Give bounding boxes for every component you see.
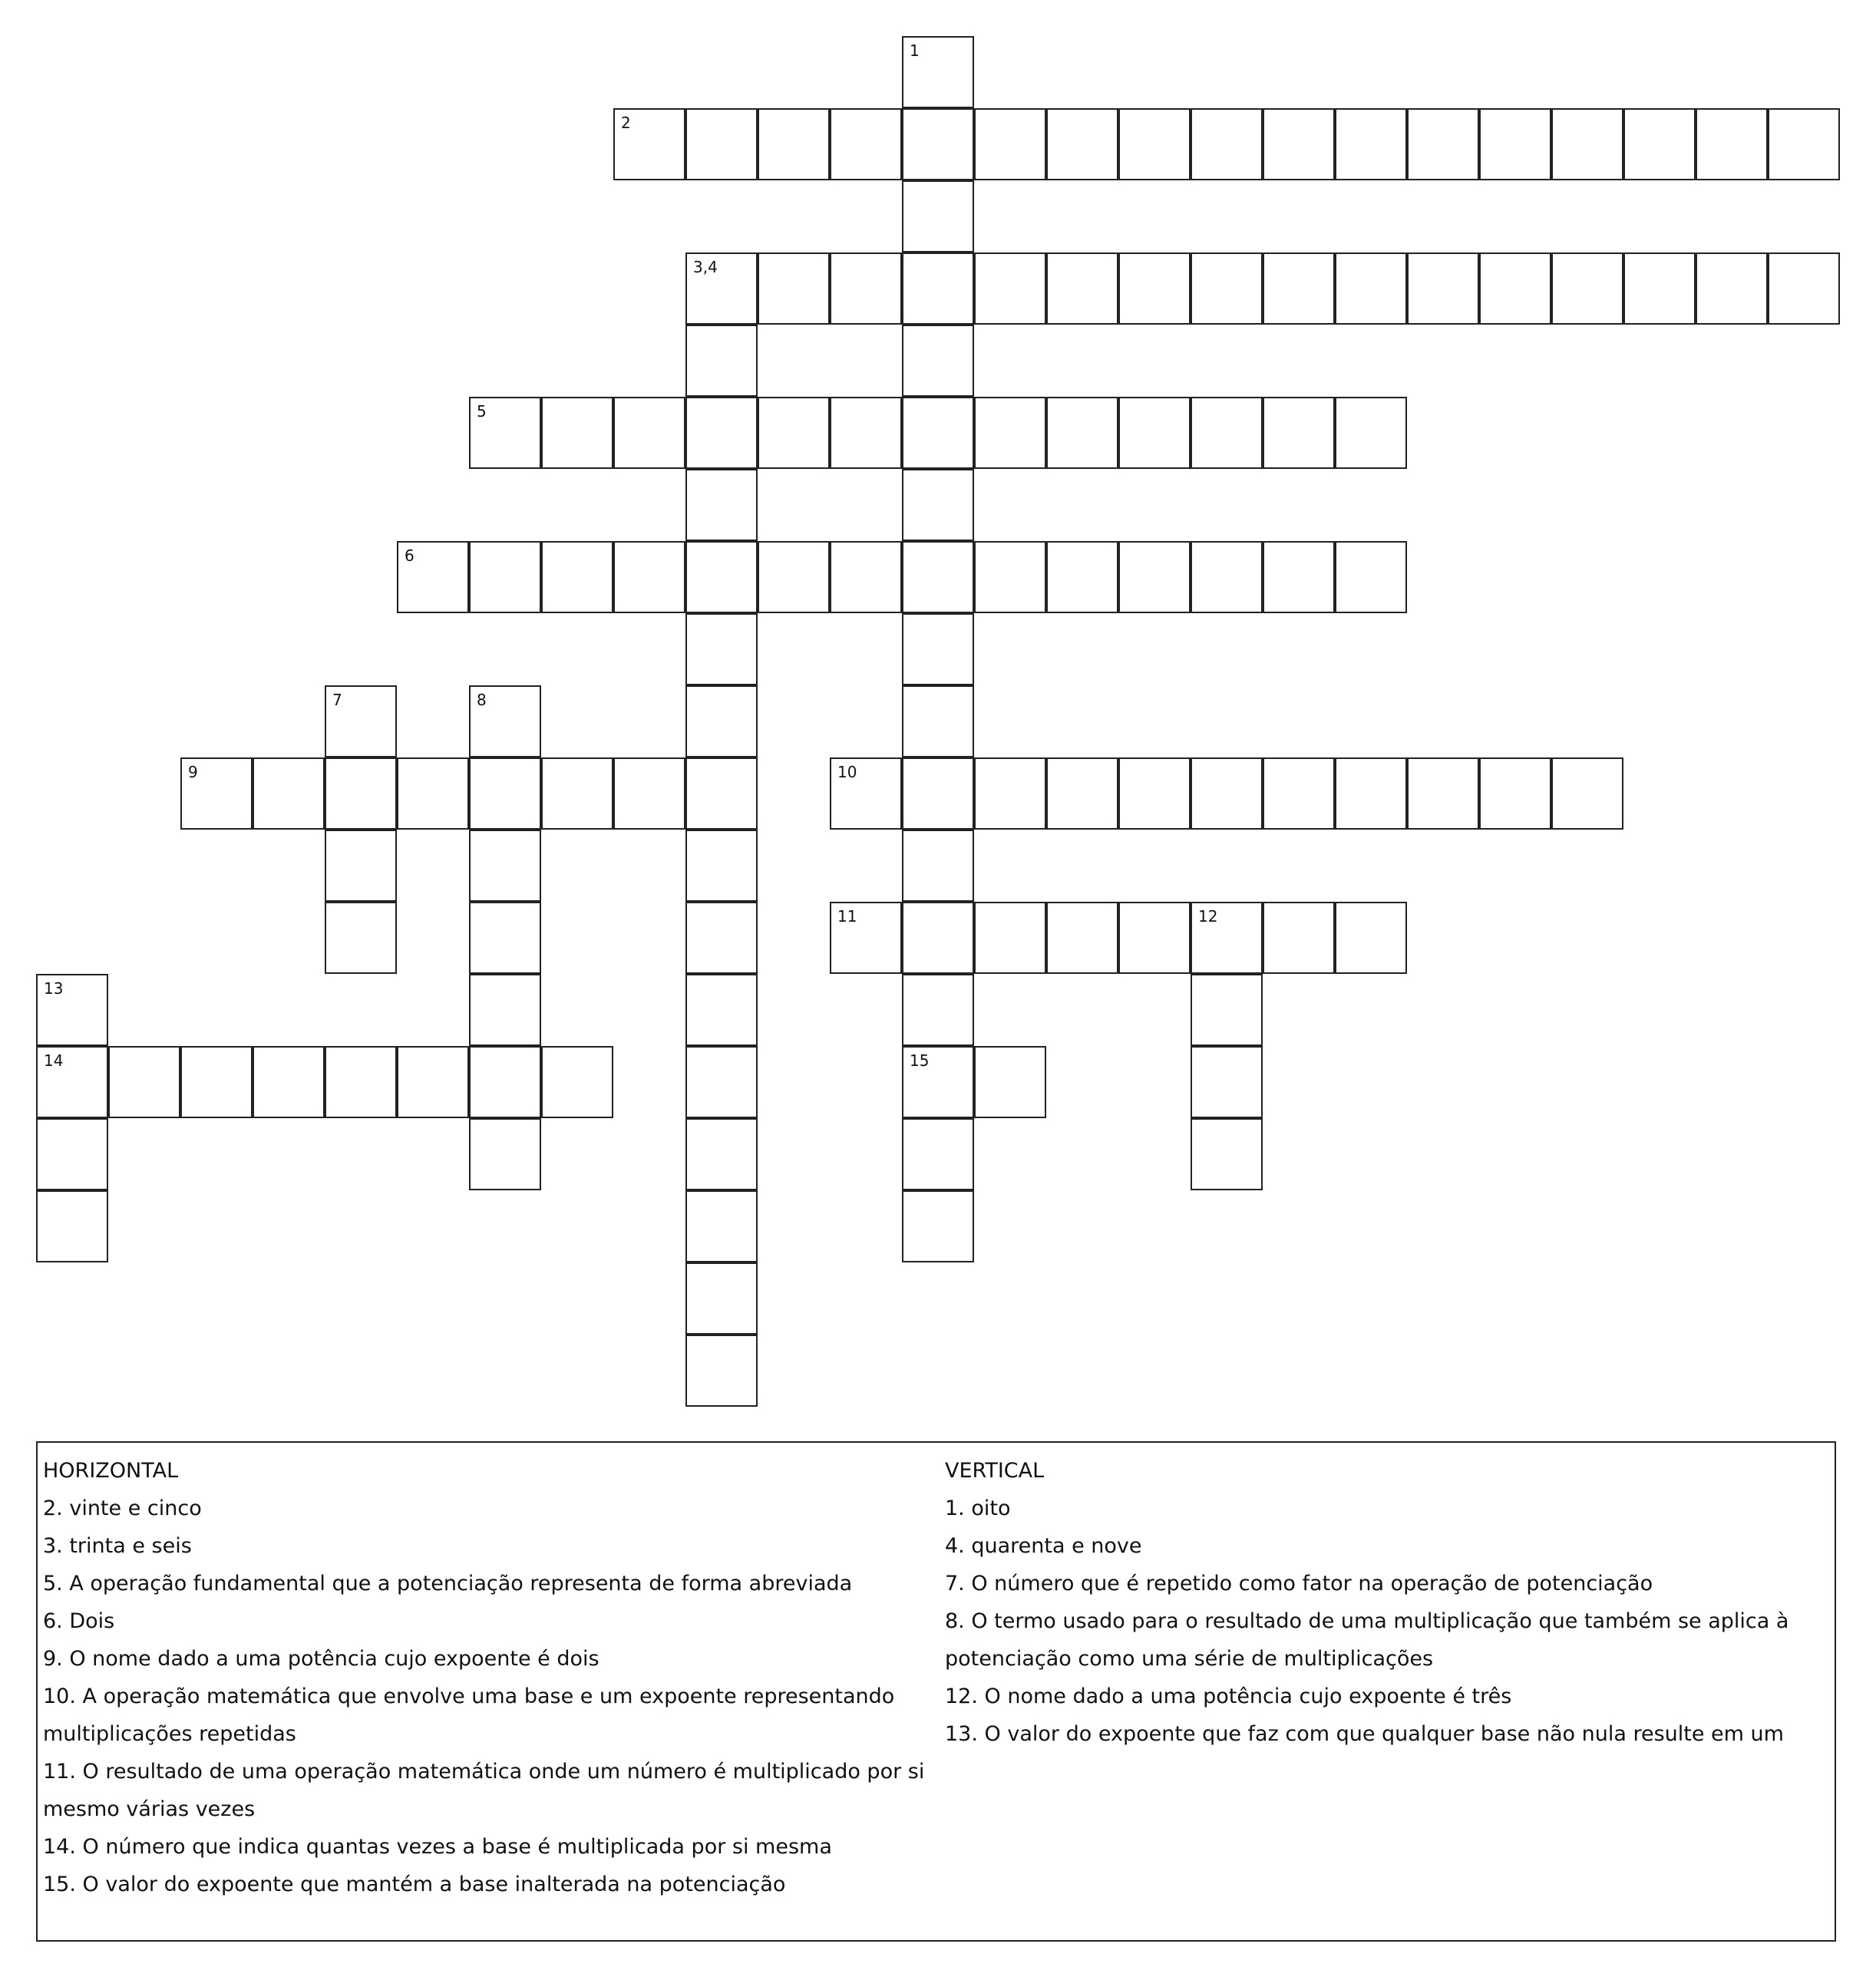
crossword-cell[interactable] [1263,397,1335,469]
crossword-cell[interactable] [974,252,1046,325]
crossword-cell[interactable] [1768,108,1840,180]
clue-number: 2 [621,114,631,132]
crossword-cell[interactable] [613,397,685,469]
clue-number: 15 [910,1051,930,1070]
crossword-cell[interactable] [685,1046,758,1118]
crossword-cell[interactable] [469,397,541,469]
crossword-cell[interactable] [758,397,830,469]
crossword-cell[interactable] [830,108,902,180]
crossword-cell[interactable] [1191,974,1263,1046]
crossword-cell[interactable] [685,541,758,613]
crossword-cell[interactable] [1191,902,1263,974]
crossword-cell[interactable] [397,1046,469,1118]
clue-number: 12 [1198,907,1218,926]
horizontal-clue: 15. O valor do expoente que mantém a base inalterada na potenciação [43,1873,786,1896]
crossword-cell[interactable] [1551,108,1623,180]
crossword-cell[interactable] [902,974,974,1046]
vertical-clue: 8. O termo usado para o resultado de uma multiplicação que também se aplica à potenciação como uma série de multiplicações [945,1609,1789,1671]
crossword-cell[interactable] [902,397,974,469]
horizontal-clue: 6. Dois [43,1609,115,1633]
horizontal-clue: 14. O número que indica quantas vezes a base é multiplicada por si mesma [43,1835,832,1859]
crossword-cell[interactable] [685,108,758,180]
crossword-cell[interactable] [1263,757,1335,830]
crossword-cell[interactable] [1191,108,1263,180]
crossword-cell[interactable] [541,1046,613,1118]
vertical-clue: 1. oito [945,1497,1011,1520]
crossword-cell[interactable] [685,830,758,902]
crossword-cell[interactable] [1696,108,1768,180]
crossword-cell[interactable] [830,902,902,974]
horizontal-heading: HORIZONTAL [43,1459,179,1483]
crossword-cell[interactable] [253,757,325,830]
crossword-cell[interactable] [902,830,974,902]
crossword-cell[interactable] [469,974,541,1046]
crossword-cell[interactable] [758,541,830,613]
crossword-cell[interactable] [830,397,902,469]
crossword-cell[interactable] [685,685,758,757]
crossword-cell[interactable] [1118,541,1191,613]
crossword-cell[interactable] [469,1118,541,1190]
crossword-cell[interactable] [902,180,974,252]
crossword-cell[interactable] [1623,108,1696,180]
crossword-cell[interactable] [1263,108,1335,180]
crossword-cell[interactable] [1335,397,1407,469]
crossword-cell[interactable] [36,974,108,1046]
crossword-cell[interactable] [902,613,974,685]
crossword-cell[interactable] [685,1262,758,1335]
crossword-cell[interactable] [1623,252,1696,325]
vertical-clues-column [945,1452,1828,1753]
crossword-cell[interactable] [1479,757,1551,830]
crossword-cell[interactable] [1263,541,1335,613]
horizontal-clue: 11. O resultado de uma operação matemática onde um número é multiplicado por si mesmo várias vezes [43,1760,925,1821]
crossword-cell[interactable] [1551,252,1623,325]
crossword-cell[interactable] [1407,757,1479,830]
clue-number: 3,4 [693,258,718,276]
crossword-cell[interactable] [36,1118,108,1190]
crossword-cell[interactable] [613,541,685,613]
crossword-cell[interactable] [685,325,758,397]
horizontal-clue: 3. trinta e seis [43,1534,192,1558]
crossword-cell[interactable] [325,1046,397,1118]
crossword-cell[interactable] [36,1190,108,1262]
clue-number: 1 [910,41,920,60]
clue-number: 10 [837,763,857,781]
crossword-cell[interactable] [325,685,397,757]
crossword-cell[interactable] [1046,252,1118,325]
crossword-cell[interactable] [974,108,1046,180]
crossword-cell[interactable] [685,469,758,541]
crossword-cell[interactable] [974,902,1046,974]
clue-number: 6 [405,546,415,565]
crossword-cell[interactable] [685,974,758,1046]
clue-number: 8 [477,691,487,709]
crossword-cell[interactable] [974,1046,1046,1118]
crossword-cell[interactable] [1118,108,1191,180]
crossword-cell[interactable] [108,1046,180,1118]
crossword-cell[interactable] [685,1118,758,1190]
crossword-cell[interactable] [902,685,974,757]
clue-number: 9 [188,763,198,781]
clue-number: 11 [837,907,857,926]
crossword-cell[interactable] [1191,757,1263,830]
crossword-cell[interactable] [902,541,974,613]
crossword-cell[interactable] [1118,757,1191,830]
crossword-cell[interactable] [1046,397,1118,469]
crossword-cell[interactable] [974,757,1046,830]
crossword-cell[interactable] [1191,252,1263,325]
crossword-cell[interactable] [469,902,541,974]
crossword-cell[interactable] [325,902,397,974]
crossword-cell[interactable] [902,1190,974,1262]
crossword-cell[interactable] [685,1190,758,1262]
crossword-cell[interactable] [1118,252,1191,325]
crossword-cell[interactable] [180,757,253,830]
crossword-cell[interactable] [685,613,758,685]
vertical-clue: 13. O valor do expoente que faz com que qualquer base não nula resulte em um [945,1722,1784,1746]
crossword-cell[interactable] [902,902,974,974]
crossword-cell[interactable] [974,541,1046,613]
crossword-cell[interactable] [1407,252,1479,325]
crossword-cell[interactable] [469,830,541,902]
crossword-cell[interactable] [1191,1118,1263,1190]
crossword-cell[interactable] [469,757,541,830]
clue-number: 14 [44,1051,64,1070]
vertical-clue: 4. quarenta e nove [945,1534,1142,1558]
crossword-cell[interactable] [541,541,613,613]
clue-number: 5 [477,402,487,421]
crossword-cell[interactable] [1263,902,1335,974]
horizontal-clues-column [43,1452,930,1903]
crossword-cell[interactable] [1118,397,1191,469]
crossword-cell[interactable] [902,1118,974,1190]
crossword-cell[interactable] [1335,541,1407,613]
crossword-cell[interactable] [902,108,974,180]
crossword-cell[interactable] [1479,252,1551,325]
crossword-cell[interactable] [180,1046,253,1118]
crossword-cell[interactable] [1046,541,1118,613]
crossword-cell[interactable] [469,1046,541,1118]
crossword-cell[interactable] [397,541,469,613]
crossword-cell[interactable] [974,397,1046,469]
crossword-cell[interactable] [1696,252,1768,325]
vertical-clue: 7. O número que é repetido como fator na operação de potenciação [945,1572,1653,1596]
crossword-cell[interactable] [902,757,974,830]
vertical-heading: VERTICAL [945,1459,1045,1483]
crossword-cell[interactable] [902,325,974,397]
crossword-cell[interactable] [685,397,758,469]
crossword-cell[interactable] [830,252,902,325]
crossword-cell[interactable] [1046,757,1118,830]
crossword-cell[interactable] [902,1046,974,1118]
crossword-cell[interactable] [541,757,613,830]
crossword-cell[interactable] [1191,1046,1263,1118]
crossword-cell[interactable] [1407,108,1479,180]
crossword-cell[interactable] [902,469,974,541]
crossword-cell[interactable] [1551,757,1623,830]
crossword-cell[interactable] [685,757,758,830]
clues-panel [36,1441,1836,1942]
crossword-cell[interactable] [613,757,685,830]
crossword-cell[interactable] [1046,902,1118,974]
crossword-cell[interactable] [325,830,397,902]
crossword-cell[interactable] [830,757,902,830]
crossword-cell[interactable] [1118,902,1191,974]
horizontal-clue: 9. O nome dado a uma potência cujo expoente é dois [43,1647,599,1671]
crossword-cell[interactable] [397,757,469,830]
crossword-cell[interactable] [1046,108,1118,180]
crossword-cell[interactable] [1191,541,1263,613]
crossword-cell[interactable] [469,541,541,613]
crossword-cell[interactable] [685,252,758,325]
crossword-cell[interactable] [1335,252,1407,325]
crossword-cell[interactable] [758,252,830,325]
crossword-cell[interactable] [1191,397,1263,469]
crossword-cell[interactable] [541,397,613,469]
horizontal-clue: 5. A operação fundamental que a potenciação representa de forma abreviada [43,1572,853,1596]
crossword-cell[interactable] [36,1046,108,1118]
horizontal-clue: 10. A operação matemática que envolve uma base e um expoente representando multiplicações repetidas [43,1685,895,1746]
vertical-clue: 12. O nome dado a uma potência cujo expoente é três [945,1685,1512,1708]
crossword-cell[interactable] [1479,108,1551,180]
crossword-cell[interactable] [685,902,758,974]
crossword-cell[interactable] [1768,252,1840,325]
crossword-cell[interactable] [1335,757,1407,830]
crossword-cell[interactable] [325,757,397,830]
crossword-cell[interactable] [902,252,974,325]
crossword-cell[interactable] [902,36,974,108]
crossword-cell[interactable] [830,541,902,613]
crossword-cell[interactable] [685,1335,758,1407]
horizontal-clue: 2. vinte e cinco [43,1497,202,1520]
crossword-cell[interactable] [469,685,541,757]
crossword-cell[interactable] [758,108,830,180]
crossword-cell[interactable] [1263,252,1335,325]
clue-number: 7 [332,691,342,709]
crossword-cell[interactable] [1335,902,1407,974]
crossword-cell[interactable] [1335,108,1407,180]
clue-number: 13 [44,979,64,998]
crossword-cell[interactable] [613,108,685,180]
crossword-cell[interactable] [253,1046,325,1118]
